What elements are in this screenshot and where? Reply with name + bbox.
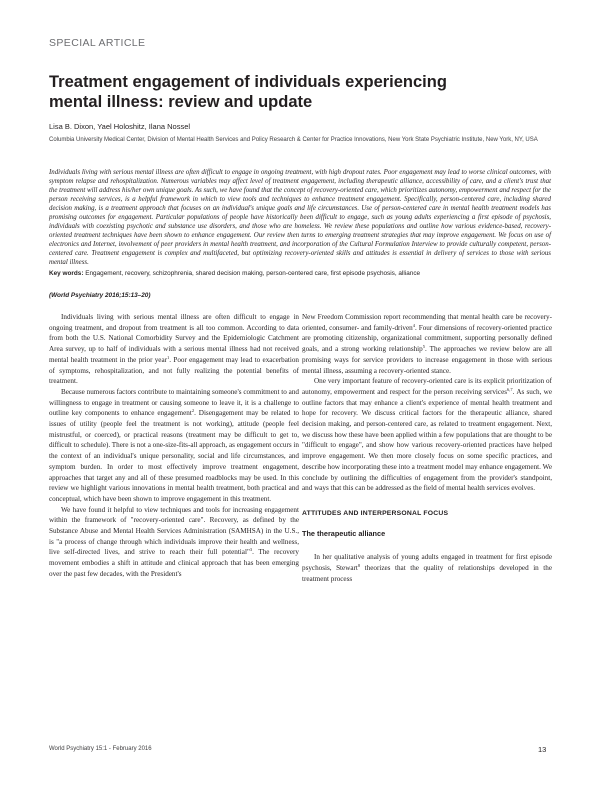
keywords: [49, 270, 551, 277]
paragraph: One very important feature of recovery-oriented care is its explicit prioritization of autonomy, empowerment and respect for the person receiving services$^{6,7}$. As such, we outline factors that may enhance a client's experience of mental health treatment and hope for recovery. We discuss critical factors for the therapeutic alliance, shared decision making, and person-centered care, as related to treatment engagement. Next, we discuss how these have been applied within a few populations that are thought to be "difficult to engage", and show how various recovery-oriented practices have helped improve engagement. We then more closely focus on some specific practices, and describe how incorporating these into a treatment model may enhance engagement. We conclude by outlining the difficulties of engagement from the provider's standpoint, and ways that this can be addressed as the field of mental health services evolves.: [302, 377, 552, 493]
reference-marker[interactable]: 6,7: [507, 387, 513, 393]
reference-marker[interactable]: 2: [191, 408, 195, 414]
title-line-1: Treatment engagement of individuals experiencing: [49, 73, 447, 91]
paragraph: We have found it helpful to view techniques and tools for increasing engagement within the framework of "recovery-oriented care". Recovery, as defined by the Substance Abuse and Mental Health Services Administration (SAMHSA) in the U.S., is "a process of change through which individuals improve their health and wellness, live self-directed lives, and strive to reach their full potential"$^3$. The recovery movement embodies a shift in attitude and clinical approach that has been emerging over the past few decades, with the President's: [49, 505, 299, 578]
reference-marker[interactable]: 5: [422, 344, 425, 350]
reference-marker[interactable]: 4: [412, 322, 415, 328]
section-heading: ATTITUDES AND INTERPERSONAL FOCUS: [302, 509, 449, 517]
subsection-heading: The therapeutic alliance: [302, 528, 386, 538]
reference-marker[interactable]: 3: [249, 547, 253, 553]
abstract: Individuals living with serious mental illness are often difficult to engage in ongoing treatment, with high dropout rates. Poor engagement may lead to worse clinical outcomes, with symptom relapse and rehospitalization. Numerous variables may affect level of treatment engagement, including therapeutic alliance, accessibility of care, and a client's trust that the treatment will address his/her own unique goals. As such, we have found that the concept of recovery-oriented care, which prioritizes autonomy, empowerment and respect for the person receiving services, is a helpful framework in which to view tools and techniques to enhance treatment engagement. Specifically, person-centered care, including shared decision making, is a treatment approach that focuses on an individual's unique goals and life circumstances. Use of person-centered care in mental health treatment models has promising outcomes for engagement. Particular populations of people have historically been difficult to engage, such as young adults experiencing a first episode of psychosis, individuals with coexisting psychotic and substance use disorders, and those who are homeless. We review these populations and outline how various evidence-based, recovery-oriented treatment techniques have been shown to enhance engagement. Our review then turns to emerging treatment strategies that may improve engagement. We focus on use of electronics and Internet, involvement of peer providers in mental health treatment, and incorporation of the Cultural Formulation Interview to provide culturally competent, person-centered care. Treatment engagement is complex and multifaceted, but optimizing recovery-oriented skills and attitudes is essential in delivery of services to those with serious mental illness.: [49, 169, 551, 267]
paragraph: New Freedom Commission report recommending that mental health care be recovery-oriented, consumer- and family-driven$^4$. Four dimensions of recovery-oriented practice are promoting citizenship, organizational commitment, supporting personally defined goals, and a strong working relationship$^5$. The approaches we review below are all promising ways for service providers to increase engagement in those with serious mental illness, assuming a recovery-oriented stance.: [302, 313, 552, 375]
body-column-left: [49, 312, 299, 580]
author-affiliation: Columbia University Medical Center, Division of Mental Health Services and Policy Research & Center for Practice Innovations, New York State Psychiatric Institute, New York, NY, USA: [49, 137, 538, 143]
keywords-text: Engagement, recovery, schizophrenia, shared decision making, person-centered care, first episode psychosis, alliance: [85, 270, 421, 277]
body-column-right: [302, 312, 552, 584]
reference-marker[interactable]: 1: [167, 355, 170, 361]
citation: (World Psychiatry 2016;15:13–20): [49, 292, 151, 299]
paragraph: Because numerous factors contribute to maintaining someone's commitment to and willingness to engage in treatment or causing someone to leave it, it is a challenge to outline key components to enhance engagement$^2$. Disengagement may be related to issues of utility (people feel the treatment is not working), attitude (people feel mistrustful, or coerced), or practical reasons (treatment may be difficult to get to, difficult to schedule). There is not a one-size-fits-all approach, as engagement occurs in the context of an individual's unique personality, social and life circumstances, and symptom burden. In order to most effectively improve treatment engagement, approaches that target any and all of these presumed roadblocks may be used. In this review we highlight various innovations in mental health treatment, both practical and conceptual, which have been shown to improve engagement in this treatment.: [49, 387, 299, 503]
title-line-2: mental illness: review and update: [49, 93, 313, 111]
keywords-label: Key words:: [49, 270, 84, 277]
footer-journal: World Psychiatry 15:1 - February 2016: [49, 746, 152, 752]
section-label: SPECIAL ARTICLE: [49, 37, 146, 49]
paragraph: In her qualitative analysis of young adults engaged in treatment for first episode psychosis, Stewart$^8$ theorizes that the quality of relationships developed in the treatment process: [302, 553, 552, 583]
paragraph: Individuals living with serious mental illness are often difficult to engage in ongoing treatment, and dropout from treatment is all too common. According to data from both the U.S. National Comorbidity Survey and the Epidemiologic Catchment Area survey, up to half of individuals with a serious mental illness had not received mental health treatment in the prior year$^1$. Poor engagement may lead to exacerbation of symptoms, rehospitalization, and not fully realizing the potential benefits of treatment.: [49, 313, 300, 386]
reference-marker[interactable]: 8: [357, 563, 361, 569]
article-title: [49, 72, 529, 112]
page-number: 13: [538, 745, 547, 754]
author-list: Lisa B. Dixon, Yael Holoshitz, Ilana Nossel: [49, 122, 191, 131]
